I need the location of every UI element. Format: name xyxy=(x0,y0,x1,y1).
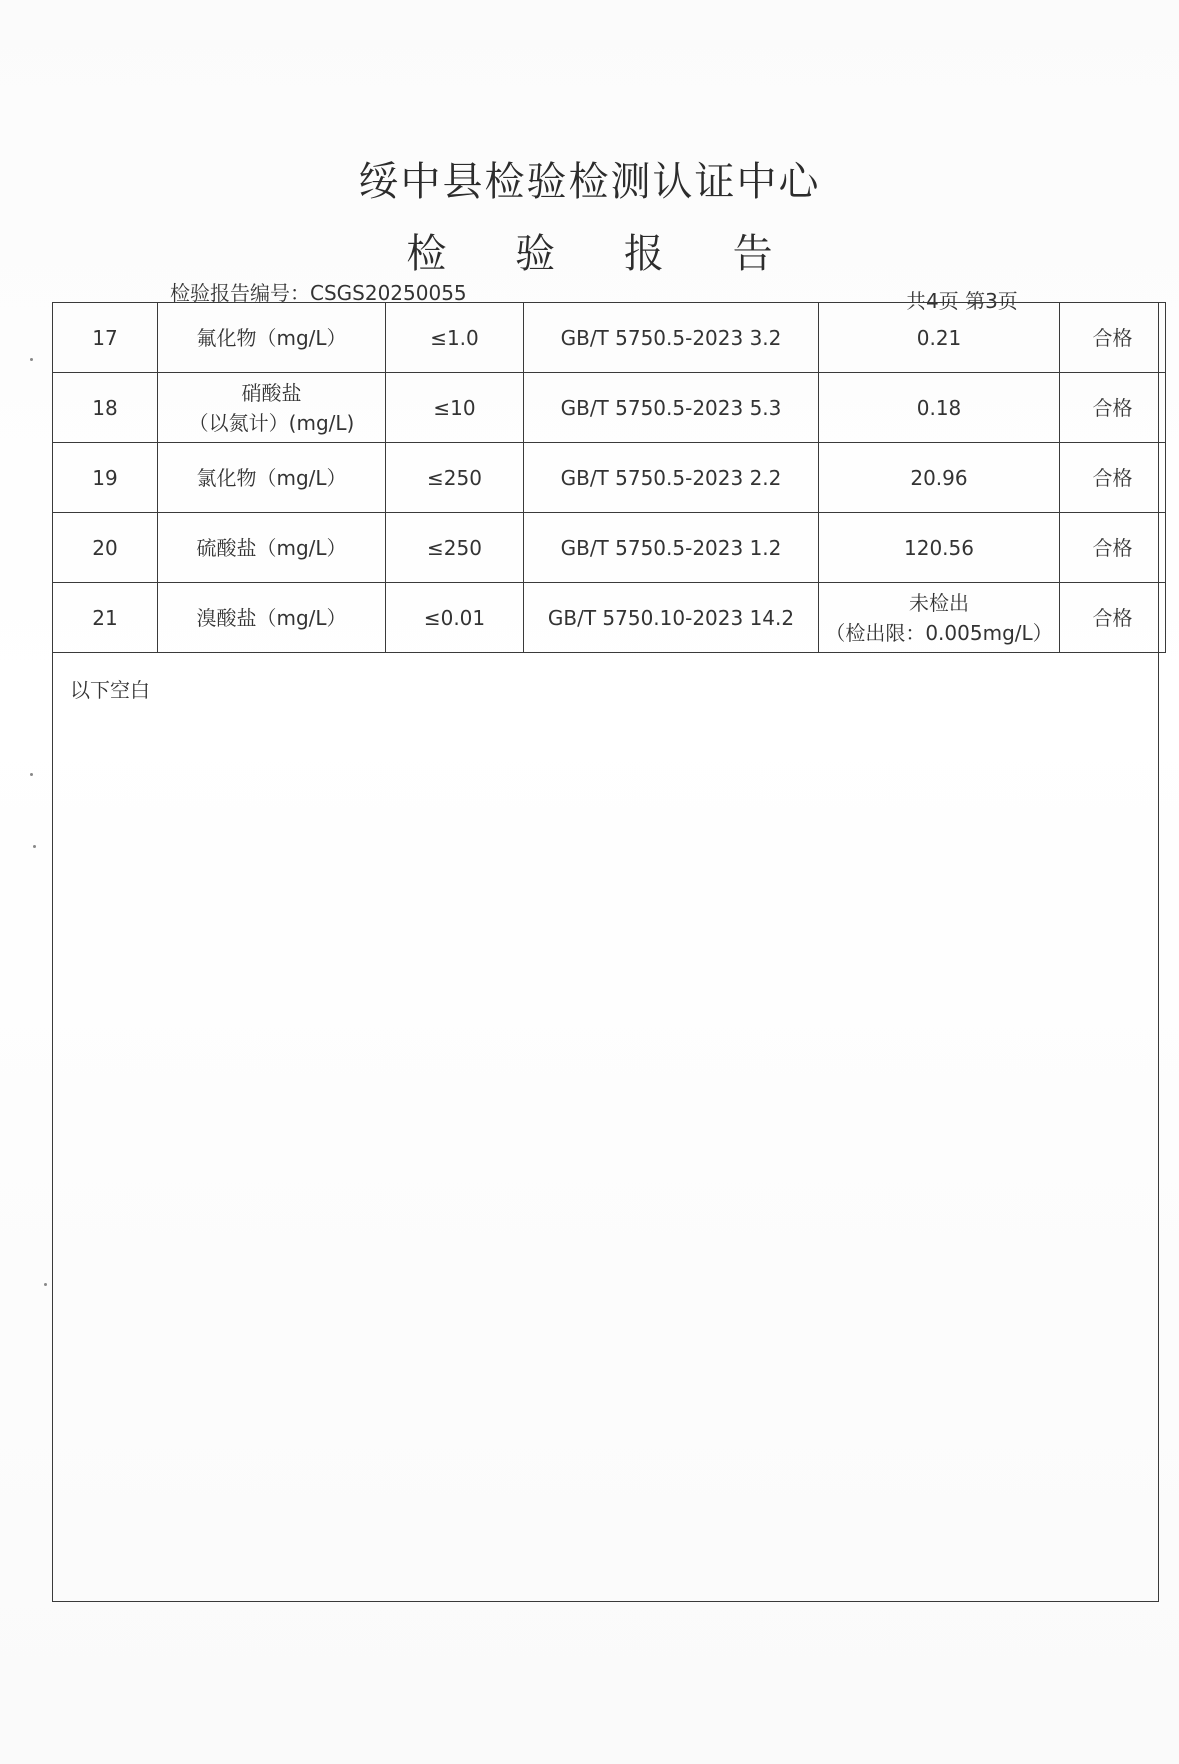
table-row xyxy=(53,443,1166,513)
test-item-label: 硝酸盐 xyxy=(241,380,302,405)
test-result-value: 未检出 xyxy=(909,590,969,615)
verdict: 合格 xyxy=(1060,303,1166,373)
results-table xyxy=(52,302,1166,653)
page-indicator: 共4页 第3页 xyxy=(906,289,1018,313)
test-method: GB/T 5750.5-2023 3.2 xyxy=(524,303,819,373)
test-result: 20.96 xyxy=(819,443,1060,513)
test-result: 120.56 xyxy=(819,513,1060,583)
detection-limit: （检出限：0.005mg/L） xyxy=(825,620,1053,645)
limit-value: ≤0.01 xyxy=(386,583,524,653)
limit-value: ≤1.0 xyxy=(386,303,524,373)
scan-speck xyxy=(33,845,36,848)
verdict: 合格 xyxy=(1060,513,1166,583)
scan-speck xyxy=(44,1283,47,1286)
organization-name: 绥中县检验检测认证中心 xyxy=(358,159,821,205)
test-method: GB/T 5750.5-2023 2.2 xyxy=(524,443,819,513)
limit-value: ≤250 xyxy=(386,513,524,583)
row-number: 17 xyxy=(53,303,158,373)
row-number: 21 xyxy=(53,583,158,653)
table-row xyxy=(53,373,1166,443)
verdict: 合格 xyxy=(1060,373,1166,443)
test-item-label: 氯化物（mg/L） xyxy=(196,465,347,490)
test-method: GB/T 5750.5-2023 1.2 xyxy=(524,513,819,583)
table-row xyxy=(53,583,1166,653)
test-item-label: 硫酸盐（mg/L） xyxy=(196,535,347,560)
scan-speck xyxy=(30,358,33,361)
test-item xyxy=(158,513,386,583)
test-item xyxy=(158,583,386,653)
test-result xyxy=(819,583,1060,653)
test-result: 0.18 xyxy=(819,373,1060,443)
row-number: 19 xyxy=(53,443,158,513)
verdict: 合格 xyxy=(1060,583,1166,653)
scan-speck xyxy=(30,773,33,776)
row-number: 20 xyxy=(53,513,158,583)
test-method: GB/T 5750.5-2023 5.3 xyxy=(524,373,819,443)
test-item xyxy=(158,303,386,373)
test-result: 0.21 xyxy=(819,303,1060,373)
test-method: GB/T 5750.10-2023 14.2 xyxy=(524,583,819,653)
table-row xyxy=(53,303,1166,373)
report-title: 检 验 报 告 xyxy=(406,231,801,277)
verdict: 合格 xyxy=(1060,443,1166,513)
test-item xyxy=(158,443,386,513)
test-item-label: 氟化物（mg/L） xyxy=(196,325,347,350)
test-item-label: 溴酸盐（mg/L） xyxy=(196,605,347,630)
report-number: 检验报告编号：CSGS20250055 xyxy=(170,281,467,305)
blank-below-note: 以下空白 xyxy=(70,678,150,702)
limit-value: ≤250 xyxy=(386,443,524,513)
row-number: 18 xyxy=(53,373,158,443)
table-row xyxy=(53,513,1166,583)
test-item-sublabel: （以氮计）(mg/L) xyxy=(188,410,355,435)
limit-value: ≤10 xyxy=(386,373,524,443)
test-item xyxy=(158,373,386,443)
